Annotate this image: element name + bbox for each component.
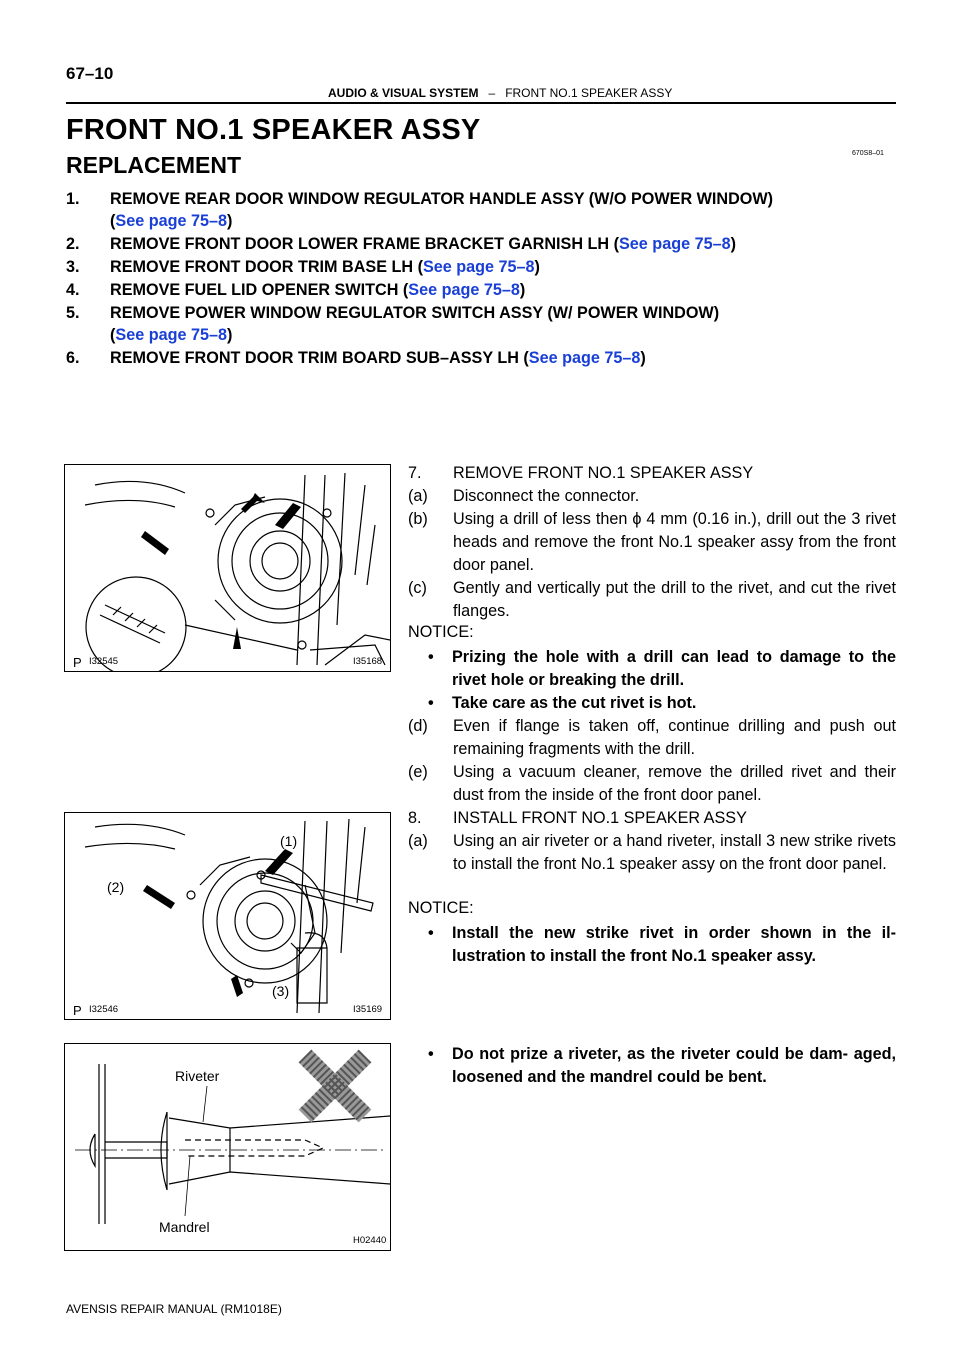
see-page-link[interactable]: See page 75–8: [619, 235, 731, 253]
callout-3: (3): [272, 983, 290, 999]
step-8-heading: 8. INSTALL FRONT NO.1 SPEAKER ASSY: [408, 809, 747, 827]
header-section: AUDIO & VISUAL SYSTEM – FRONT NO.1 SPEAKER ASSY: [328, 86, 673, 100]
see-page-link[interactable]: See page 75–8: [422, 258, 535, 276]
step-8a: (a) Using an air riveter or a hand riveter, install 3 new strike rivets to install the front No.1 speaker assy on the front door panel.: [408, 832, 896, 873]
figure-p-mark: P: [73, 655, 82, 670]
notice-bullet: • Take care as the cut rivet is hot.: [428, 694, 697, 712]
figure-code-right: I35168: [353, 656, 383, 667]
mandrel-label: Mandrel: [159, 1219, 210, 1235]
step-7d: (d) Even if flange is taken off, continue drilling and push out remaining fragments with the drill.: [408, 717, 896, 758]
see-page-link[interactable]: See page 75–8: [408, 281, 520, 299]
callout-1: (1): [280, 833, 298, 849]
page-title: FRONT NO.1 SPEAKER ASSY: [66, 114, 481, 146]
footer: AVENSIS REPAIR MANUAL (RM1018E): [66, 1302, 282, 1316]
riveter-label: Riveter: [175, 1068, 220, 1084]
notice-bullet: • Prizing the hole with a drill can lead to damage to the rivet hole or breaking the drill.: [428, 648, 896, 689]
figure-rivet-installation: [64, 812, 391, 1020]
see-page-link[interactable]: See page 75–8: [528, 349, 641, 367]
figure-code-right: H02440: [353, 1235, 387, 1246]
step-7a: (a) Disconnect the connector.: [408, 487, 640, 505]
figure-riveter-warning: [64, 1043, 391, 1251]
prohibited-x-mark: [305, 1056, 365, 1116]
speaker-removal-illustration: [65, 465, 390, 671]
riveter-illustration: [65, 1044, 390, 1250]
step-7-heading: 7. REMOVE FRONT NO.1 SPEAKER ASSY: [408, 464, 754, 482]
page-number: 67–10: [66, 64, 114, 83]
step-3: 3. REMOVE FRONT DOOR TRIM BASE LH (See page 75–8): [66, 258, 540, 276]
figure-code-left: I32545: [89, 656, 119, 667]
notice-bullet: • Do not prize a riveter, as the riveter could be dam- aged, loosened and the mandrel could be bent.: [428, 1045, 896, 1086]
step-6: 6. REMOVE FRONT DOOR TRIM BOARD SUB–ASSY LH (See page 75–8): [66, 349, 646, 367]
step-7c: (c) Gently and vertically put the drill to the rivet, and cut the rivet flanges.: [408, 579, 896, 620]
figure-p-mark: P: [73, 1003, 82, 1018]
notice-bullet: • Install the new strike rivet in order shown in the il- lustration to install the front No.1 speaker assy.: [428, 924, 896, 965]
see-page-link[interactable]: See page 75–8: [115, 212, 227, 230]
step-7b: (b) Using a drill of less then ϕ 4 mm (0.16 in.), drill out the 3 rivet heads and remove the front No.1 speaker assy from the front door panel.: [408, 510, 896, 574]
step-2: 2. REMOVE FRONT DOOR LOWER FRAME BRACKET GARNISH LH (See page 75–8): [66, 235, 736, 253]
step-4: 4. REMOVE FUEL LID OPENER SWITCH (See page 75–8): [66, 281, 526, 299]
step-5: 5. REMOVE POWER WINDOW REGULATOR SWITCH ASSY (W/ POWER WINDOW) (See page 75–8): [66, 304, 720, 344]
see-page-link[interactable]: See page 75–8: [115, 326, 227, 344]
figure-speaker-removal: [64, 464, 391, 672]
notice-label: NOTICE:: [408, 623, 474, 641]
header-rule: [66, 102, 896, 104]
doc-code: 670S8–01: [852, 150, 884, 157]
section-title: REPLACEMENT: [66, 152, 242, 178]
figure-code-left: I32546: [89, 1004, 119, 1015]
step-7e: (e) Using a vacuum cleaner, remove the drilled rivet and their dust from the inside of the front door panel.: [408, 763, 896, 804]
callout-2: (2): [107, 879, 125, 895]
figure-code-right: I35169: [353, 1004, 383, 1015]
rivet-installation-illustration: [65, 813, 390, 1019]
step-1: 1. REMOVE REAR DOOR WINDOW REGULATOR HANDLE ASSY (W/O POWER WINDOW) (See page 75–8): [66, 190, 774, 230]
notice-label: NOTICE:: [408, 899, 474, 917]
